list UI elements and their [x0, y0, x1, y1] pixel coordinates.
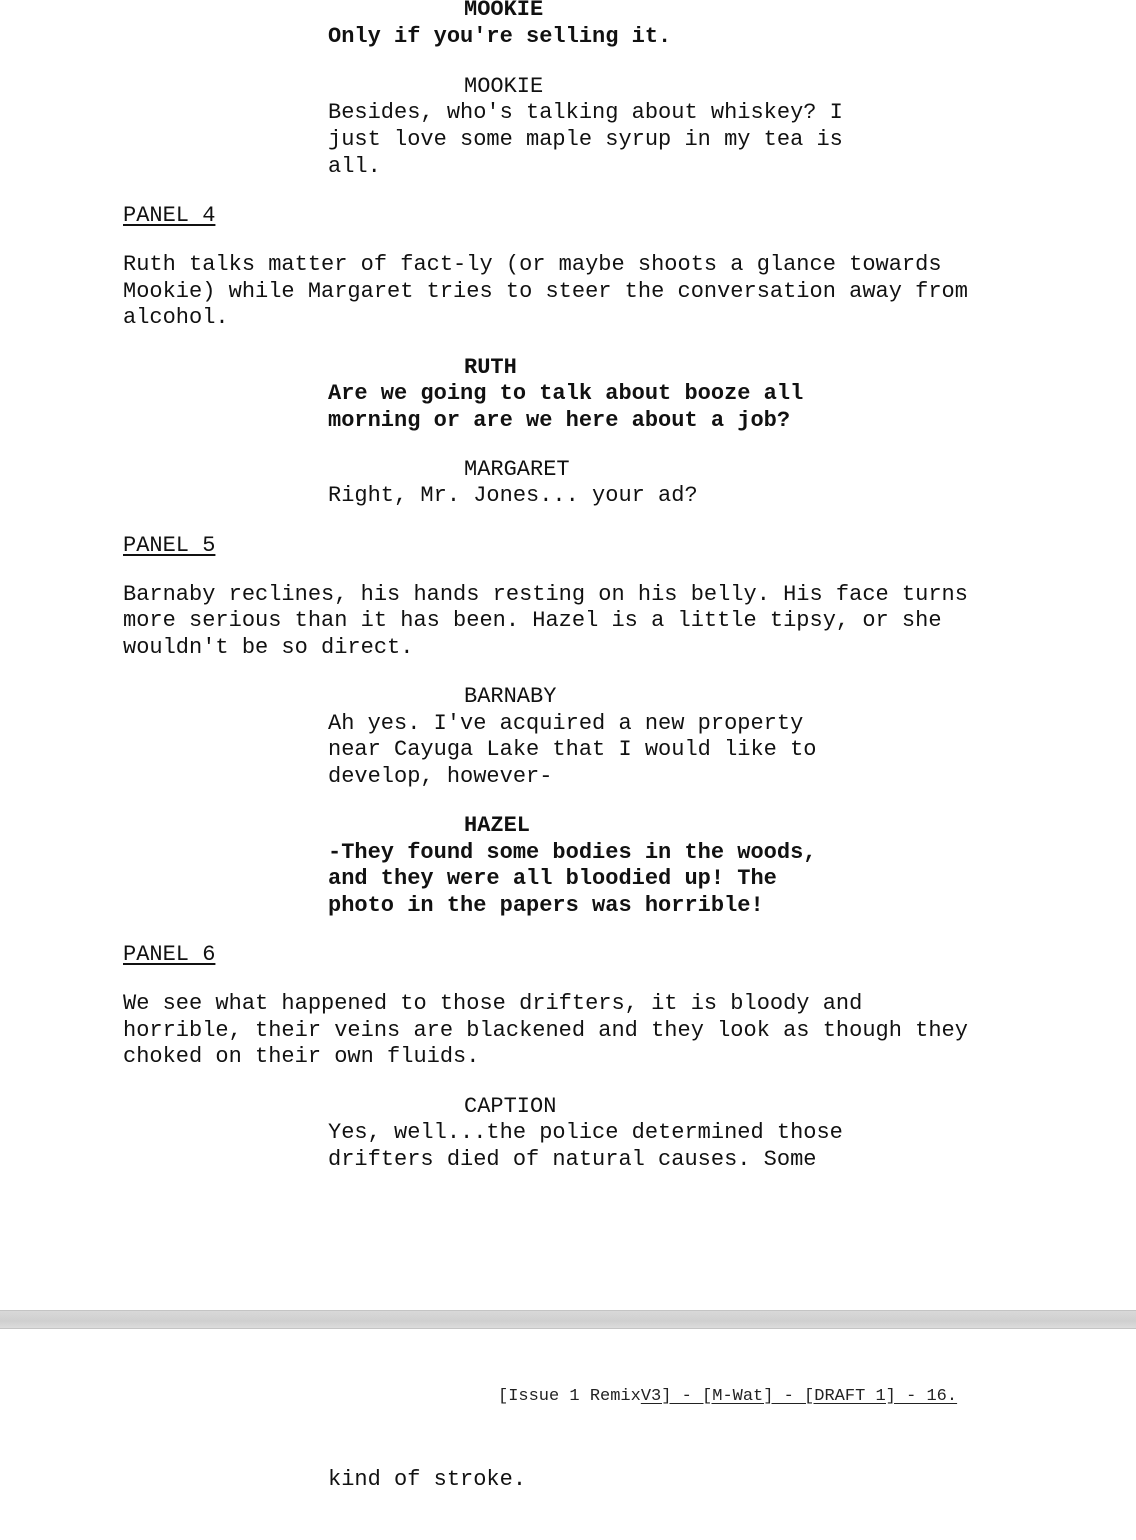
header-issue-label: [Issue 1 Remix [498, 1387, 641, 1406]
panel-heading: PANEL 5 [123, 533, 216, 558]
dialogue-line: develop, however- [328, 764, 553, 789]
action-line: wouldn't be so direct. [123, 635, 414, 660]
action-line: Mookie) while Margaret tries to steer the conversation away from [123, 279, 968, 304]
page-header [498, 1387, 957, 1406]
character-name: MOOKIE [464, 74, 544, 99]
dialogue-line: photo in the papers was horrible! [328, 893, 764, 918]
script-page-2 [0, 1329, 1136, 1540]
dialogue-line: Besides, who's talking about whiskey? I [328, 100, 843, 125]
character-name: HAZEL [464, 813, 531, 838]
dialogue-line: drifters died of natural causes. Some [328, 1147, 817, 1172]
dialogue-line: and they were all bloodied up! The [328, 866, 777, 891]
action-line: choked on their own fluids. [123, 1044, 480, 1069]
dialogue-line: morning or are we here about a job? [328, 408, 791, 433]
character-name: CAPTION [464, 1094, 557, 1119]
character-name: MARGARET [464, 457, 570, 482]
dialogue-line: kind of stroke. [328, 1467, 527, 1492]
character-name: RUTH [464, 355, 517, 380]
action-line: We see what happened to those drifters, it is bloody and [123, 991, 863, 1016]
header-draft-info: V3] - [M-Wat] - [DRAFT 1] - 16. [640, 1387, 958, 1406]
dialogue-line: Only if you're selling it. [328, 24, 672, 49]
dialogue-line: Are we going to talk about booze all [328, 381, 804, 406]
page-separator [0, 1310, 1136, 1329]
panel-heading: PANEL 6 [123, 942, 216, 967]
action-line: Barnaby reclines, his hands resting on his belly. His face turns [123, 582, 968, 607]
panel-heading: PANEL 4 [123, 203, 216, 228]
dialogue-line: -They found some bodies in the woods, [328, 840, 817, 865]
action-line: alcohol. [123, 305, 229, 330]
dialogue-line: Ah yes. I've acquired a new property [328, 711, 804, 736]
dialogue-line: just love some maple syrup in my tea is [328, 127, 843, 152]
action-line: more serious than it has been. Hazel is a little tipsy, or she [123, 608, 942, 633]
dialogue-line: Right, Mr. Jones... your ad? [328, 483, 698, 508]
action-line: horrible, their veins are blackened and they look as though they [123, 1018, 968, 1043]
character-name: BARNABY [464, 684, 557, 709]
action-line: Ruth talks matter of fact-ly (or maybe shoots a glance towards [123, 252, 942, 277]
dialogue-line: all. [328, 154, 381, 179]
dialogue-line: near Cayuga Lake that I would like to [328, 737, 817, 762]
dialogue-line: Yes, well...the police determined those [328, 1120, 843, 1145]
character-name: MOOKIE [464, 0, 544, 22]
